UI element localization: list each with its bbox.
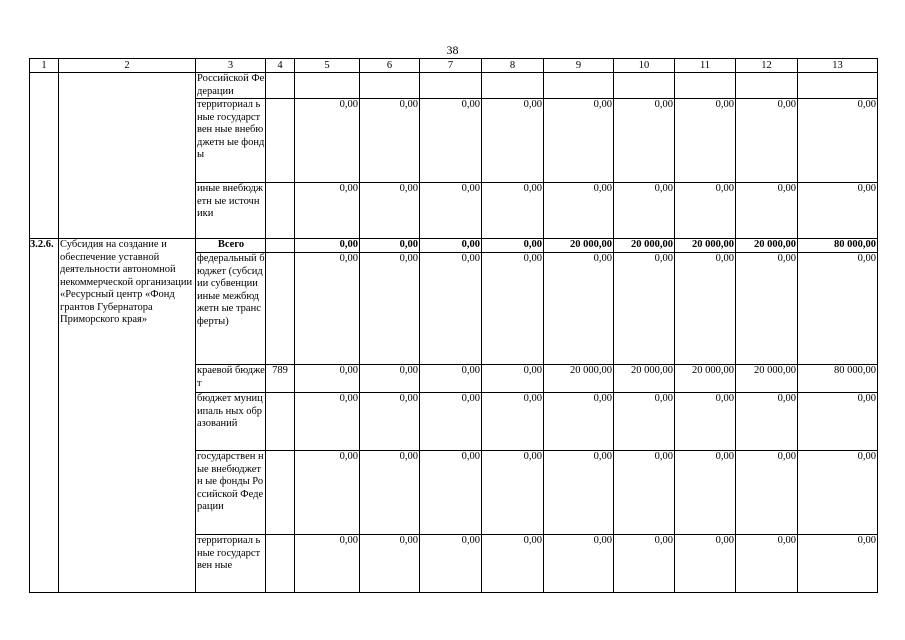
value-cell: 20 000,00 [736, 239, 798, 253]
value-cell: 80 000,00 [798, 365, 878, 393]
code-cell: 789 [266, 365, 295, 393]
value-cell: 0,00 [798, 535, 878, 593]
value-cell: 0,00 [420, 183, 482, 239]
code-cell [266, 451, 295, 535]
value-cell [295, 73, 360, 99]
value-cell: 0,00 [295, 535, 360, 593]
value-cell: 0,00 [736, 99, 798, 183]
value-cell: 0,00 [675, 253, 736, 365]
value-cell: 0,00 [736, 183, 798, 239]
source-label: территориал ьные государствен ные внебюджетн ые фонды [196, 99, 266, 183]
table-row [30, 239, 878, 253]
column-header: 7 [420, 59, 482, 73]
source-label: Российской Федерации [197, 73, 265, 97]
value-cell [736, 73, 798, 99]
source-label: государствен ные внебюджетн ые фонды Российской Федерации [196, 451, 266, 535]
value-cell: 0,00 [614, 253, 675, 365]
column-header: 5 [295, 59, 360, 73]
value-cell: 0,00 [482, 451, 544, 535]
value-cell: 0,00 [544, 535, 614, 593]
value-cell [798, 73, 878, 99]
source-label: иные внебюджетн ые источники [196, 183, 266, 239]
code-cell [266, 239, 295, 253]
value-cell: 0,00 [736, 535, 798, 593]
value-cell: 0,00 [295, 99, 360, 183]
row-number-cell [30, 73, 59, 239]
table-row [30, 73, 878, 99]
value-cell: 0,00 [360, 365, 420, 393]
code-cell [266, 99, 295, 183]
value-cell: 0,00 [360, 183, 420, 239]
source-label: территориал ьные государствен ные [196, 535, 266, 593]
value-cell: 0,00 [295, 451, 360, 535]
code-cell [266, 73, 295, 99]
column-header: 8 [482, 59, 544, 73]
source-label: федеральный бюджет (субсидии субвенции иные межбюджетн ые трансферты) [196, 253, 266, 365]
value-cell: 20 000,00 [736, 365, 798, 393]
value-cell: 0,00 [295, 253, 360, 365]
value-cell: 0,00 [360, 451, 420, 535]
source-label: Всего [196, 239, 266, 253]
value-cell: 0,00 [420, 99, 482, 183]
value-cell: 0,00 [482, 183, 544, 239]
column-header: 11 [675, 59, 736, 73]
value-cell [675, 73, 736, 99]
column-header: 3 [196, 59, 266, 73]
value-cell: 0,00 [675, 99, 736, 183]
value-cell: 0,00 [295, 393, 360, 451]
section-number: 3.2.6. [30, 239, 59, 593]
value-cell: 20 000,00 [544, 365, 614, 393]
column-header: 6 [360, 59, 420, 73]
value-cell: 0,00 [736, 253, 798, 365]
value-cell: 0,00 [614, 99, 675, 183]
value-cell: 0,00 [614, 451, 675, 535]
row-title-cell [59, 73, 196, 239]
code-cell [266, 535, 295, 593]
value-cell: 0,00 [295, 365, 360, 393]
value-cell: 0,00 [360, 535, 420, 593]
value-cell: 20 000,00 [675, 239, 736, 253]
value-cell: 0,00 [482, 393, 544, 451]
value-cell: 0,00 [675, 535, 736, 593]
value-cell: 0,00 [798, 393, 878, 451]
source-label: бюджет муниципаль ных образований [196, 393, 266, 451]
value-cell: 0,00 [295, 183, 360, 239]
value-cell: 20 000,00 [614, 365, 675, 393]
value-cell: 0,00 [420, 451, 482, 535]
section-title: Субсидия на создание и обеспечение уставной деятельности автономной некоммерческой организации «Ресурсный центр «Фонд грантов Губернатора Приморского края» [59, 239, 196, 593]
column-header: 9 [544, 59, 614, 73]
value-cell: 0,00 [798, 451, 878, 535]
value-cell: 0,00 [798, 253, 878, 365]
value-cell: 0,00 [675, 393, 736, 451]
value-cell [544, 73, 614, 99]
column-header: 4 [266, 59, 295, 73]
value-cell: 0,00 [420, 239, 482, 253]
column-header: 1 [30, 59, 59, 73]
column-header: 10 [614, 59, 675, 73]
value-cell [360, 73, 420, 99]
value-cell: 0,00 [675, 451, 736, 535]
value-cell: 0,00 [736, 393, 798, 451]
value-cell: 0,00 [675, 183, 736, 239]
value-cell: 20 000,00 [544, 239, 614, 253]
budget-table [29, 58, 878, 593]
value-cell: 0,00 [544, 183, 614, 239]
value-cell: 0,00 [798, 99, 878, 183]
value-cell: 0,00 [420, 393, 482, 451]
value-cell: 0,00 [544, 253, 614, 365]
code-cell [266, 183, 295, 239]
code-cell [266, 253, 295, 365]
value-cell: 0,00 [360, 253, 420, 365]
value-cell: 0,00 [482, 253, 544, 365]
source-label: краевой бюджет [196, 365, 266, 393]
value-cell: 0,00 [360, 99, 420, 183]
value-cell: 0,00 [798, 183, 878, 239]
value-cell: 0,00 [544, 99, 614, 183]
value-cell: 0,00 [736, 451, 798, 535]
value-cell: 0,00 [360, 239, 420, 253]
page-number: 38 [446, 43, 459, 57]
value-cell: 20 000,00 [675, 365, 736, 393]
value-cell [420, 73, 482, 99]
value-cell: 80 000,00 [798, 239, 878, 253]
column-header: 13 [798, 59, 878, 73]
column-header: 2 [59, 59, 196, 73]
value-cell: 0,00 [420, 365, 482, 393]
value-cell: 0,00 [482, 535, 544, 593]
value-cell: 20 000,00 [614, 239, 675, 253]
value-cell: 0,00 [295, 239, 360, 253]
value-cell: 0,00 [482, 239, 544, 253]
value-cell: 0,00 [614, 183, 675, 239]
header-row [30, 59, 878, 73]
value-cell [614, 73, 675, 99]
value-cell: 0,00 [482, 99, 544, 183]
value-cell [482, 73, 544, 99]
value-cell: 0,00 [614, 393, 675, 451]
value-cell: 0,00 [544, 393, 614, 451]
value-cell: 0,00 [420, 535, 482, 593]
value-cell: 0,00 [482, 365, 544, 393]
column-header: 12 [736, 59, 798, 73]
value-cell: 0,00 [420, 253, 482, 365]
value-cell: 0,00 [614, 535, 675, 593]
value-cell: 0,00 [360, 393, 420, 451]
value-cell: 0,00 [544, 451, 614, 535]
code-cell [266, 393, 295, 451]
